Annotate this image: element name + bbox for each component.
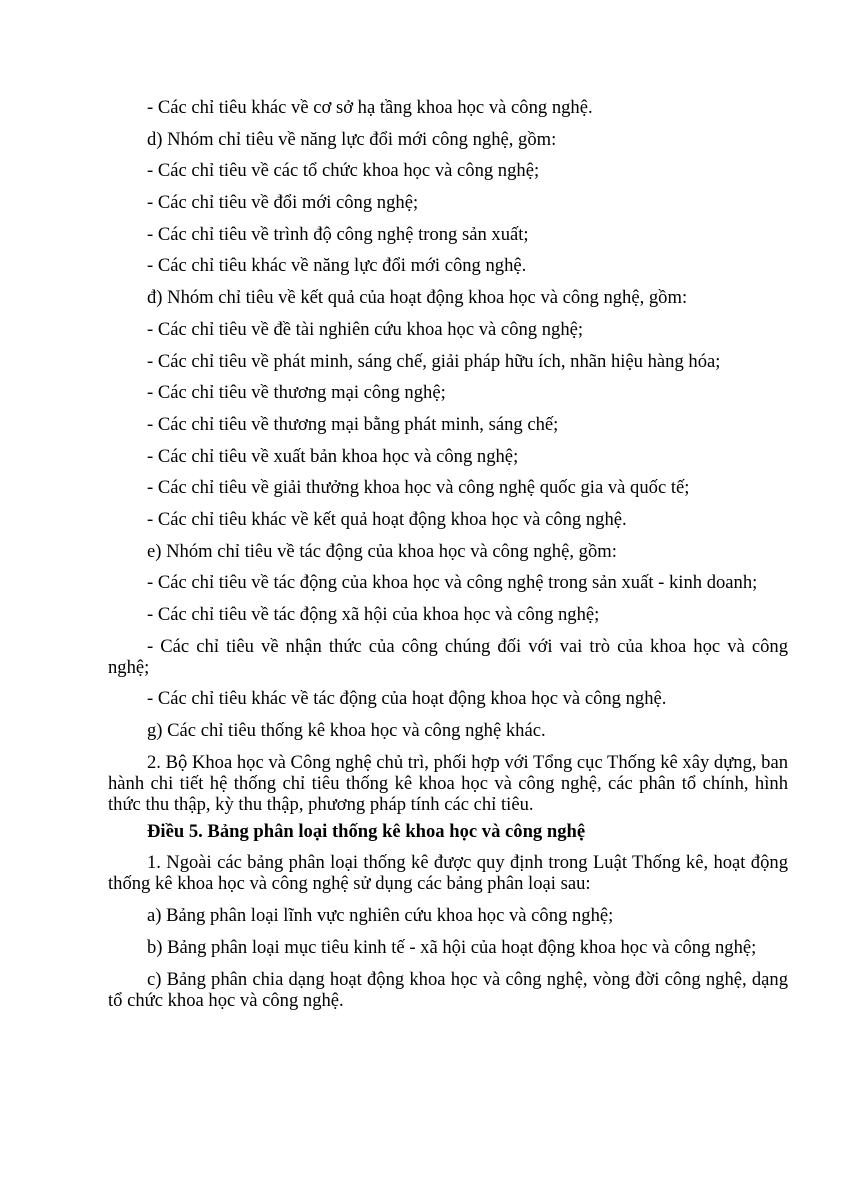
- paragraph: - Các chỉ tiêu khác về năng lực đổi mới công nghệ.: [147, 255, 527, 277]
- paragraph: - Các chỉ tiêu về tác động xã hội của khoa học và công nghệ;: [147, 604, 600, 625]
- paragraph: - Các chỉ tiêu về xuất bản khoa học và công nghệ;: [147, 445, 519, 467]
- paragraph: - Các chỉ tiêu khác về kết quả hoạt động khoa học và công nghệ.: [147, 508, 627, 530]
- paragraph: - Các chỉ tiêu về thương mại bằng phát minh, sáng chế;: [147, 413, 559, 435]
- paragraph: - Các chỉ tiêu khác về cơ sở hạ tầng khoa học và công nghệ.: [147, 97, 593, 118]
- paragraph: - Các chỉ tiêu về nhận thức của công chúng đối với vai trò của khoa học và công nghệ;: [108, 635, 788, 678]
- paragraph: - Các chỉ tiêu về giải thưởng khoa học và công nghệ quốc gia và quốc tế;: [147, 477, 690, 499]
- paragraph: - Các chỉ tiêu khác về tác động của hoạt động khoa học và công nghệ.: [147, 688, 667, 710]
- article-heading: Điều 5. Bảng phân loại thống kê khoa học và công nghệ: [147, 820, 586, 842]
- paragraph: - Các chỉ tiêu về đổi mới công nghệ;: [147, 192, 419, 214]
- paragraph: - Các chỉ tiêu về các tổ chức khoa học và công nghệ;: [147, 160, 540, 182]
- paragraph: - Các chỉ tiêu về tác động của khoa học và công nghệ trong sản xuất - kinh doanh;: [147, 572, 758, 594]
- paragraph: - Các chỉ tiêu về trình độ công nghệ trong sản xuất;: [147, 223, 529, 245]
- paragraph: 2. Bộ Khoa học và Công nghệ chủ trì, phối hợp với Tổng cục Thống kê xây dựng, ban hành chi tiết hệ thống chỉ tiêu thống kê khoa học và công nghệ, các phân tổ chính, hình thức thu thập, kỳ thu thập, phương pháp tính các chỉ tiêu.: [108, 751, 789, 815]
- paragraph: e) Nhóm chỉ tiêu về tác động của khoa học và công nghệ, gồm:: [147, 540, 617, 562]
- paragraph: g) Các chỉ tiêu thống kê khoa học và công nghệ khác.: [147, 720, 546, 742]
- paragraph: d) Nhóm chỉ tiêu về năng lực đổi mới công nghệ, gồm:: [147, 128, 557, 150]
- document-page: [108, 97, 788, 1021]
- paragraph: đ) Nhóm chỉ tiêu về kết quả của hoạt động khoa học và công nghệ, gồm:: [147, 287, 688, 309]
- paragraph: b) Bảng phân loại mục tiêu kinh tế - xã hội của hoạt động khoa học và công nghệ;: [147, 936, 757, 958]
- paragraph: - Các chỉ tiêu về đề tài nghiên cứu khoa học và công nghệ;: [147, 318, 584, 340]
- paragraph: 1. Ngoài các bảng phân loại thống kê được quy định trong Luật Thống kê, hoạt động thống kê khoa học và công nghệ sử dụng các bảng phân loại sau:: [108, 852, 788, 895]
- paragraph: a) Bảng phân loại lĩnh vực nghiên cứu khoa học và công nghệ;: [147, 905, 614, 927]
- paragraph: c) Bảng phân chia dạng hoạt động khoa học và công nghệ, vòng đời công nghệ, dạng tổ chức khoa học và công nghệ.: [108, 968, 788, 1011]
- paragraph: - Các chỉ tiêu về phát minh, sáng chế, giải pháp hữu ích, nhãn hiệu hàng hóa;: [147, 350, 721, 372]
- paragraph: - Các chỉ tiêu về thương mại công nghệ;: [147, 382, 446, 404]
